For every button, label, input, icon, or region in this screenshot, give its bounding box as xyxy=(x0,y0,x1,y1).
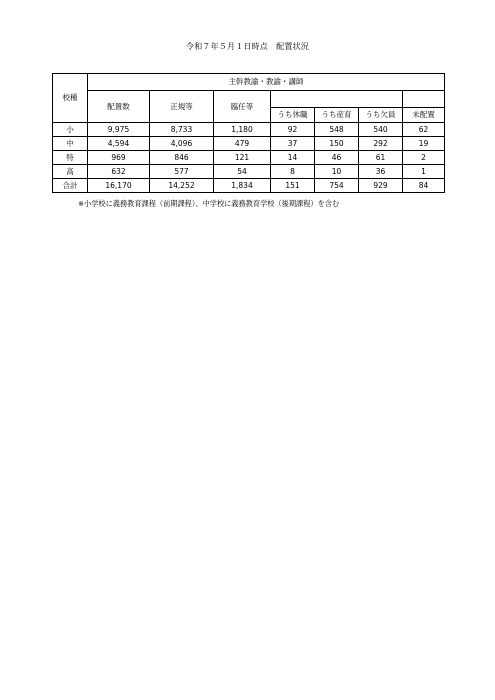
regular-cell: 8,733 xyxy=(150,123,214,137)
maternity-cell: 46 xyxy=(315,151,359,165)
leave-cell: 37 xyxy=(271,137,315,151)
school-type-cell: 特 xyxy=(53,151,88,165)
maternity-cell: 10 xyxy=(315,165,359,179)
table-row xyxy=(53,165,445,179)
table-row xyxy=(53,123,445,137)
footnote: ※小学校に義務教育課程（前期課程）、中学校に義務教育学校（後期課程）を含む xyxy=(78,199,340,208)
regular-cell: 4,096 xyxy=(150,137,214,151)
school-type-header: 校種 xyxy=(53,74,88,123)
regular-cell: 577 xyxy=(150,165,214,179)
regular-header: 正規等 xyxy=(150,91,214,123)
vacancy-cell: 61 xyxy=(359,151,403,165)
vacancy-cell: 929 xyxy=(359,179,403,193)
school-type-cell: 中 xyxy=(53,137,88,151)
vacancy-cell: 292 xyxy=(359,137,403,151)
temporary-cell: 479 xyxy=(214,137,271,151)
maternity-cell: 548 xyxy=(315,123,359,137)
placed-cell: 9,975 xyxy=(88,123,150,137)
unplaced-header-spacer xyxy=(403,91,445,108)
total-row xyxy=(53,179,445,193)
regular-cell: 846 xyxy=(150,151,214,165)
placed-cell: 16,170 xyxy=(88,179,150,193)
leave-header: うち休職 xyxy=(271,108,315,123)
placed-cell: 4,594 xyxy=(88,137,150,151)
placed-cell: 969 xyxy=(88,151,150,165)
unplaced-header: 未配置 xyxy=(403,108,445,123)
unplaced-cell: 2 xyxy=(403,151,445,165)
school-type-cell: 小 xyxy=(53,123,88,137)
temporary-cell: 1,180 xyxy=(214,123,271,137)
leave-cell: 92 xyxy=(271,123,315,137)
school-type-cell: 合計 xyxy=(53,179,88,193)
temporary-header: 臨任等 xyxy=(214,91,271,123)
vacancy-cell: 36 xyxy=(359,165,403,179)
unplaced-cell: 62 xyxy=(403,123,445,137)
leave-cell: 151 xyxy=(271,179,315,193)
unplaced-cell: 84 xyxy=(403,179,445,193)
leave-cell: 14 xyxy=(271,151,315,165)
vacancy-header: うち欠員 xyxy=(359,108,403,123)
table-row xyxy=(53,151,445,165)
leave-cell: 8 xyxy=(271,165,315,179)
temporary-cell: 54 xyxy=(214,165,271,179)
school-type-cell: 高 xyxy=(53,165,88,179)
table-row xyxy=(53,137,445,151)
maternity-header: うち産育 xyxy=(315,108,359,123)
breakdown-header-spacer xyxy=(271,91,403,108)
placed-cell: 632 xyxy=(88,165,150,179)
vacancy-cell: 540 xyxy=(359,123,403,137)
temporary-cell: 1,834 xyxy=(214,179,271,193)
group-header: 主幹教諭・教諭・講師 xyxy=(88,74,445,91)
staffing-table xyxy=(52,73,445,193)
unplaced-cell: 19 xyxy=(403,137,445,151)
temporary-cell: 121 xyxy=(214,151,271,165)
maternity-cell: 754 xyxy=(315,179,359,193)
maternity-cell: 150 xyxy=(315,137,359,151)
unplaced-cell: 1 xyxy=(403,165,445,179)
placed-header: 配置数 xyxy=(88,91,150,123)
regular-cell: 14,252 xyxy=(150,179,214,193)
page-title: 令和７年５月１日時点 配置状況 xyxy=(186,42,309,51)
